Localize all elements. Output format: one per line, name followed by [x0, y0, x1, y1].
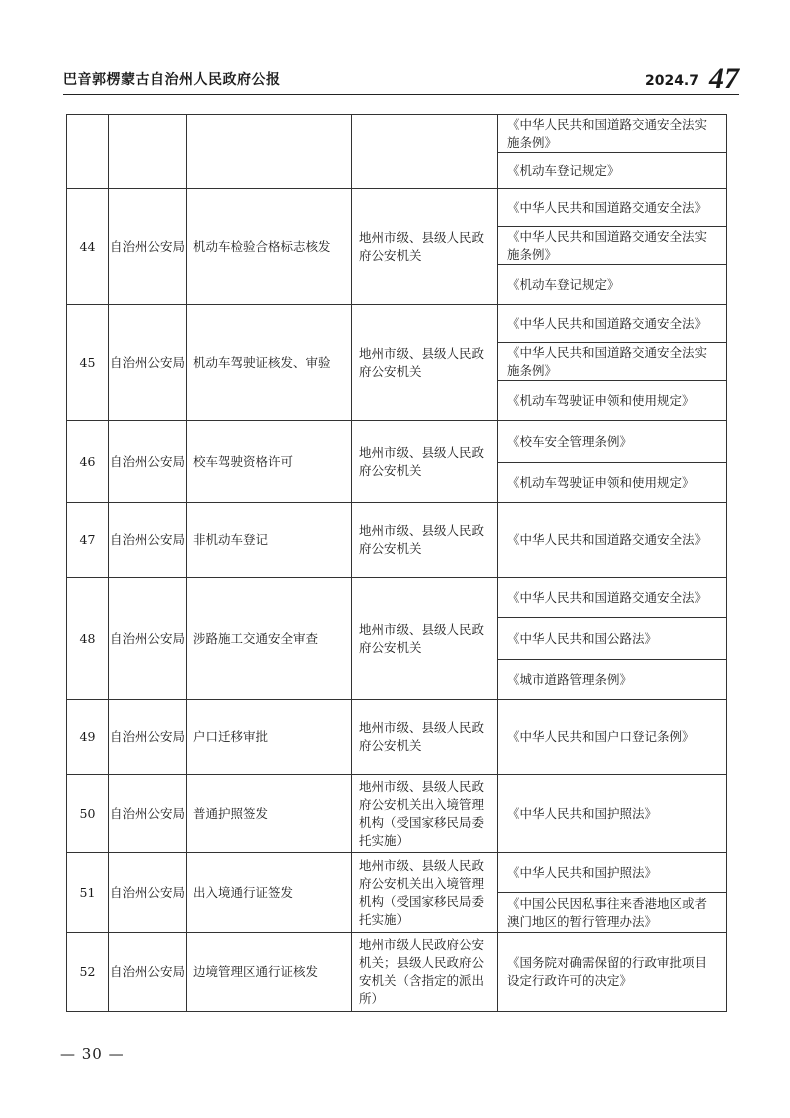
approval-item-name: 户口迁移审批	[187, 700, 352, 775]
approval-item-name: 非机动车登记	[187, 503, 352, 578]
legal-basis-cell	[498, 503, 727, 578]
legal-basis: 《机动车登记规定》	[498, 152, 726, 188]
legal-basis: 《机动车驾驶证申领和使用规定》	[498, 380, 726, 420]
legal-basis: 《城市道路管理条例》	[498, 659, 726, 699]
legal-basis: 《校车安全管理条例》	[507, 433, 633, 449]
item-number: 46	[67, 421, 109, 503]
item-number: 52	[67, 933, 109, 1012]
implementing-authority: 地州市级、县级人民政府公安机关	[352, 421, 498, 503]
legal-basis-cell	[498, 775, 727, 853]
legal-basis: 《中华人民共和国道路交通安全法》	[507, 199, 708, 215]
item-number	[67, 115, 109, 189]
issue-date: 2024.7	[644, 73, 699, 89]
legal-basis: 《中华人民共和国户口登记条例》	[507, 729, 695, 744]
department	[109, 115, 187, 189]
department: 自治州公安局	[109, 421, 187, 503]
approval-items-table	[66, 114, 727, 1012]
implementing-authority: 地州市级、县级人民政府公安机关出入境管理机构（受国家移民局委托实施）	[352, 853, 498, 933]
department: 自治州公安局	[109, 503, 187, 578]
table-row	[67, 700, 727, 775]
department: 自治州公安局	[109, 305, 187, 421]
legal-basis-cell	[498, 305, 727, 421]
legal-basis: 《中华人民共和国道路交通安全法》	[507, 315, 708, 331]
approval-item-name: 机动车驾驶证核发、审验	[187, 305, 352, 421]
legal-basis: 《中华人民共和国护照法》	[507, 805, 658, 821]
legal-basis: 《中国公民因私事往来香港地区或者澳门地区的暂行管理办法》	[498, 892, 726, 932]
implementing-authority: 地州市级、县级人民政府公安机关	[352, 700, 498, 775]
legal-basis-cell	[498, 933, 727, 1012]
legal-basis-cell	[498, 189, 727, 305]
page-header	[63, 60, 739, 95]
journal-title: 巴音郭楞蒙古自治州人民政府公报	[63, 72, 281, 88]
legal-basis-cell	[498, 421, 727, 503]
approval-item-name: 机动车检验合格标志核发	[187, 189, 352, 305]
department: 自治州公安局	[109, 853, 187, 933]
legal-basis: 《国务院对确需保留的行政审批项目设定行政许可的决定》	[507, 955, 708, 988]
table-body	[67, 115, 727, 1012]
item-number: 45	[67, 305, 109, 421]
implementing-authority: 地州市级、县级人民政府公安机关	[352, 578, 498, 700]
legal-basis: 《中华人民共和国公路法》	[498, 617, 726, 659]
item-number: 48	[67, 578, 109, 700]
item-number: 50	[67, 775, 109, 853]
table-row	[67, 305, 727, 421]
department: 自治州公安局	[109, 775, 187, 853]
legal-basis: 《中华人民共和国护照法》	[507, 864, 658, 880]
legal-basis: 《中华人民共和国道路交通安全法》	[507, 532, 708, 547]
legal-basis: 《机动车驾驶证申领和使用规定》	[498, 462, 726, 502]
item-number: 49	[67, 700, 109, 775]
legal-basis-cell	[498, 700, 727, 775]
department: 自治州公安局	[109, 933, 187, 1012]
approval-item-name: 涉路施工交通安全审查	[187, 578, 352, 700]
item-number: 51	[67, 853, 109, 933]
implementing-authority: 地州市级、县级人民政府公安机关	[352, 305, 498, 421]
table-row	[67, 853, 727, 933]
approval-item-name: 出入境通行证签发	[187, 853, 352, 933]
implementing-authority: 地州市级、县级人民政府公安机关	[352, 503, 498, 578]
department: 自治州公安局	[109, 700, 187, 775]
page-number: — 30 —	[60, 1045, 125, 1063]
table-row	[67, 115, 727, 189]
department: 自治州公安局	[109, 578, 187, 700]
approval-item-name: 边境管理区通行证核发	[187, 933, 352, 1012]
issue-number: 47	[709, 62, 739, 95]
legal-basis-cell	[498, 578, 727, 700]
implementing-authority	[352, 115, 498, 189]
legal-basis-cell	[498, 853, 727, 933]
approval-item-name	[187, 115, 352, 189]
legal-basis: 《中华人民共和国道路交通安全法》	[507, 589, 708, 605]
item-number: 44	[67, 189, 109, 305]
legal-basis: 《中华人民共和国道路交通安全法实施条例》	[498, 226, 726, 264]
item-number: 47	[67, 503, 109, 578]
implementing-authority: 地州市级、县级人民政府公安机关出入境管理机构（受国家移民局委托实施）	[352, 775, 498, 853]
table-row	[67, 503, 727, 578]
approval-item-name: 普通护照签发	[187, 775, 352, 853]
table-row	[67, 933, 727, 1012]
legal-basis: 《中华人民共和国道路交通安全法实施条例》	[507, 116, 708, 150]
approval-item-name: 校车驾驶资格许可	[187, 421, 352, 503]
table-row	[67, 189, 727, 305]
table-row	[67, 775, 727, 853]
department: 自治州公安局	[109, 189, 187, 305]
implementing-authority: 地州市级、县级人民政府公安机关	[352, 189, 498, 305]
legal-basis-cell	[498, 115, 727, 189]
legal-basis: 《机动车登记规定》	[498, 264, 726, 304]
implementing-authority: 地州市级人民政府公安机关；县级人民政府公安机关（含指定的派出所）	[352, 933, 498, 1012]
table-row	[67, 421, 727, 503]
legal-basis: 《中华人民共和国道路交通安全法实施条例》	[498, 342, 726, 380]
table-row	[67, 578, 727, 700]
